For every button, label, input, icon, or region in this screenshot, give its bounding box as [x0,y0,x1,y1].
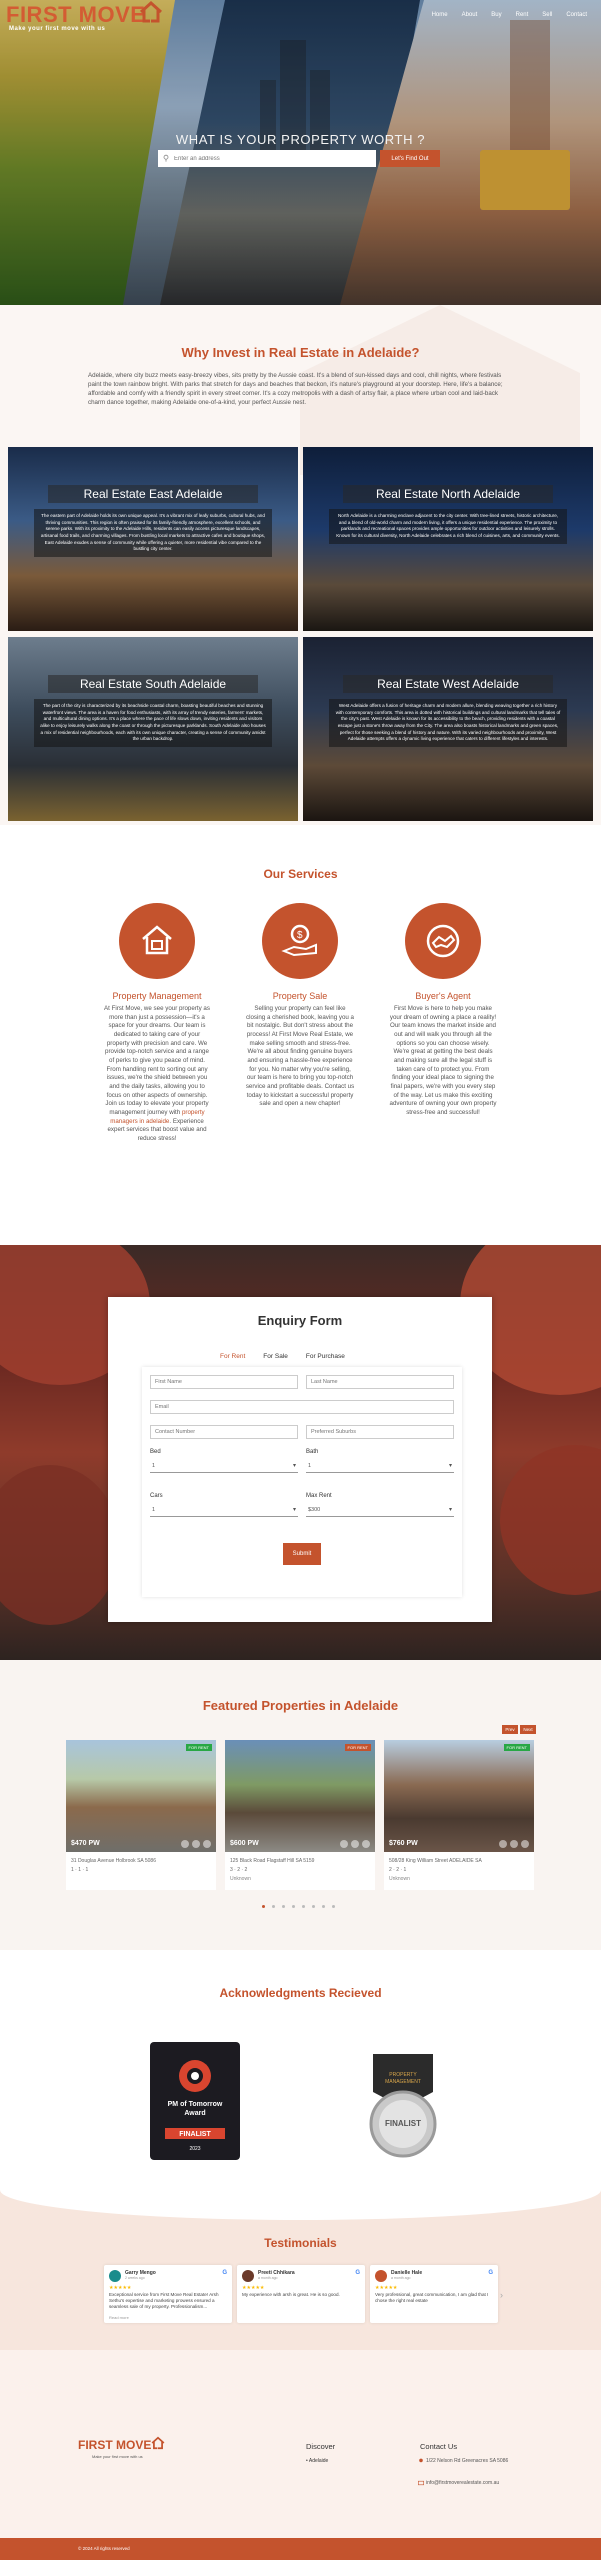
tab-for-rent[interactable]: For Rent [220,1353,246,1360]
property-managers-link[interactable]: property managers in adelaide [110,1109,205,1125]
footer-logo[interactable] [78,2436,151,2459]
region-east-text: The eastern part of Adelaide holds its own unique appeal. It's a vibrant mix of leafy suburbs, cultural hubs, and thriving communities. This region is often praised for its family-friendly atmosphere, excellent schools, and serene parks. With its proximity to the Adelaide Hills, residents can easily access picturesque landscapes, artisanal food trails, and charming villages. From bustling local markets to attractive cafes and boutique shops, East Adelaide exudes a sense of community while offering a quieter, more residential vibe compared to the bustling city center. [34,509,272,557]
google-icon: G [222,2270,227,2276]
first-name-field[interactable] [150,1375,298,1389]
google-icon: G [355,2270,360,2276]
region-south-text: The part of the city is characterized by its beachside coastal charm, boasting beautiful beaches and stunning waterfront views. The area is a haven for food enthusiasts, with its array of trendy eateries, farmers' markets, and multicultural dining options. It's a place where the pace of life slows down, inviting residents and visitors alike to enjoy leisurely walks along the coast or through the picturesque parklands. South Adelaide also houses a mix of residential neighbourhoods, each with its own unique character, creating a sense of community amidst the urban backdrop. [34,699,272,747]
money-hand-icon [262,903,338,979]
svg-text:PM of Tomorrow: PM of Tomorrow [167,2101,223,2108]
footer-tagline: Make your first move with us [92,2454,143,2459]
service-text: At First Move, we see your property as more than just a possession—it's a space for your dreams. Our team is dedicated to taking care of your property with precision and care. We provide top-notch service and a range of perks to give you peace of mind. From handling rent to sorting out any issues, we're the shield between you and the daily tasks, allowing you to focus on other aspects of ownership. Join us today to elevate your property management journey with property managers in adelaide. Experience expert services that boost value and reduce stress! [104,1005,210,1143]
property-card[interactable] [384,1740,534,1890]
address-search-input[interactable] [158,150,376,167]
region-card-north[interactable] [303,447,593,631]
enquiry-title: Enquiry Form [257,1313,343,1328]
copyright-text: © 2024 All rights reserved [78,2546,130,2551]
chevron-down-icon: ▾ [448,1507,452,1513]
nav-home[interactable]: Home [431,12,448,18]
featured-title: Featured Properties in Adelaide [202,1698,399,1713]
tab-for-sale[interactable]: For Sale [263,1353,288,1360]
hero-banner [0,0,601,305]
site-footer [0,2350,601,2538]
footer-email-link[interactable]: info@firstmoverealestate.com.au [426,2480,500,2486]
bed-select[interactable] [150,1459,298,1473]
location-pin-icon [418,2458,424,2464]
carousel-dot[interactable] [332,1905,335,1908]
nav-about[interactable]: About [461,12,478,18]
heart-icon[interactable] [351,1840,359,1848]
handshake-icon [405,903,481,979]
bath-label: Bath [306,1449,319,1455]
property-actions [499,1840,529,1848]
last-name-field[interactable] [306,1375,454,1389]
discover-heading: Discover [306,2442,336,2451]
region-north-text: North Adelaide is a charming enclave adjacent to the city center. With tree-lined streets, historic architecture, and a blend of old-world charm and modern living, it offers a unique residential experience. The proximity to parklands and recreational spaces provides ample opportunities for outdoor activities and leisurely strolls. Known for its cultural diversity, North Adelaide celebrates a rich blend of cuisines, arts, and community events. [329,509,567,544]
star-rating-icon: ★★★★★ [375,2285,398,2291]
contact-heading: Contact Us [420,2442,458,2451]
heart-icon[interactable] [510,1840,518,1848]
star-rating-icon: ★★★★★ [109,2285,132,2291]
property-image [384,1740,534,1852]
pm-of-tomorrow-award [150,2042,240,2160]
house-logo-icon [138,0,164,24]
featured-properties-section [0,1660,601,1950]
nav-buy[interactable]: Buy [491,12,502,18]
footer-address: 1/22 Nelson Rd Greenacres SA 5086 [426,2458,509,2464]
max-rent-select[interactable] [306,1503,454,1517]
property-agent: Unknown [230,1876,251,1882]
footer-link-adelaide[interactable]: • Adelaide [306,2458,329,2464]
why-invest-title: Why Invest in Real Estate in Adelaide? [181,345,420,360]
carousel-dot[interactable] [302,1905,305,1908]
expand-icon[interactable] [499,1840,507,1848]
carousel-dot[interactable] [322,1905,325,1908]
region-north-title: Real Estate North Adelaide [343,485,553,503]
region-south-title: Real Estate South Adelaide [48,675,258,693]
svg-text:2023: 2023 [189,2146,201,2152]
brand-tagline: Make your first move with us [9,26,106,32]
property-address[interactable]: 125 Black Road Flagstaff Hill SA 5159 [230,1858,315,1864]
review-date: a month ago [258,2276,278,2280]
carousel-dot[interactable] [312,1905,315,1908]
status-badge: FOR RENT [345,1744,371,1751]
avatar [375,2270,387,2282]
property-features: 3 · 2 · 2 [230,1867,248,1873]
reviewer-name: Preeti Chhikara [258,2270,295,2276]
property-price: $760 PW [389,1840,418,1847]
services-section [0,825,601,1245]
carousel-dot[interactable] [262,1905,265,1908]
expand-icon[interactable] [340,1840,348,1848]
service-property-sale [245,903,355,1109]
region-east-title: Real Estate East Adelaide [48,485,258,503]
brand-logo-text: FIRST MOVE [6,2,146,27]
region-card-west[interactable] [303,637,593,821]
service-text: Selling your property can feel like closing a cherished book, leaving you a bit nostalgic. But don't stress about the process! At First Move Real Estate, we make selling smooth and stress-free. We're all about finding genuine buyers and ensuring a hassle-free experience for you. No matter why you're selling, our team is here to bring you top-notch service and profitable deals. Contact us today to kickstart a successful property sale and open a new chapter! [245,1005,355,1108]
nav-sell[interactable]: Sell [542,12,553,18]
cars-select[interactable] [150,1503,298,1517]
chevron-right-icon[interactable]: › [500,2290,503,2300]
property-management-icon [119,903,195,979]
bed-label: Bed [150,1449,161,1455]
svg-text:PROPERTY: PROPERTY [389,2072,417,2078]
awards-title: Acknowledgments Recieved [219,1986,382,2000]
property-features: 2 · 2 · 1 [389,1867,407,1873]
review-date: 2 weeks ago [125,2276,145,2280]
property-actions [181,1840,211,1848]
carousel-prev-button[interactable]: Prev [502,1725,518,1734]
svg-text:MANAGEMENT: MANAGEMENT [385,2079,421,2085]
service-buyers-agent [388,903,498,1118]
svg-text:FINALIST: FINALIST [385,2119,421,2128]
services-title: Our Services [263,867,338,881]
property-features: 1 · 1 · 1 [71,1867,89,1873]
service-title: Buyer's Agent [415,991,471,1001]
svg-text:$: $ [297,930,303,941]
property-price: $600 PW [230,1840,259,1847]
chevron-down-icon: ▾ [292,1463,296,1469]
preferred-suburbs-field[interactable] [306,1425,454,1439]
bed-value: 1 [152,1463,156,1469]
property-address[interactable]: 508/28 King William Street ADELAIDE SA [389,1858,482,1864]
house-logo-icon [150,2436,166,2450]
enquiry-form [142,1367,462,1597]
awards-section [0,1950,601,2190]
expand-icon[interactable] [181,1840,189,1848]
section-wave-divider [0,2190,601,2220]
why-invest-section [0,305,601,825]
hero-headline: WHAT IS YOUR PROPERTY WORTH ? [175,132,426,147]
nav-contact[interactable]: Contact [566,12,587,18]
review-text: Very professional, great communication, I am glad that I chose the right real estate [375,2292,489,2304]
tree-foliage [0,1465,120,1625]
nav-rent[interactable]: Rent [515,12,529,18]
property-address[interactable]: 31 Douglas Avenue Holbrook SA 5086 [71,1858,156,1864]
region-west-title: Real Estate West Adelaide [343,675,553,693]
testimonials-section [0,2190,601,2350]
carousel-dot[interactable] [282,1905,285,1908]
carousel-dot[interactable] [292,1905,295,1908]
chevron-down-icon: ▾ [292,1507,296,1513]
service-title: Property Management [112,991,202,1001]
property-management-award [355,2046,451,2164]
property-agent: Unknown [389,1876,410,1882]
avatar [109,2270,121,2282]
copyright-bar [0,2538,601,2560]
carousel-next-button[interactable]: Next [520,1725,536,1734]
property-card[interactable] [66,1740,216,1890]
award-badge-icon [150,2042,240,2160]
plus-icon[interactable] [203,1840,211,1848]
tree-foliage [500,1445,601,1595]
review-text: Exceptional service from First Move Real Estate! Arsh Sethu's expertise and marketing prowess ensured a seamless sale of my property. Professionalism... [109,2292,219,2310]
cars-label: Cars [150,1493,163,1499]
service-property-management [102,903,212,1144]
plus-icon[interactable] [521,1840,529,1848]
cars-value: 1 [152,1507,156,1513]
svg-text:FINALIST: FINALIST [179,2131,211,2138]
region-card-south[interactable] [8,637,298,821]
region-west-text: West Adelaide offers a fusion of heritage charm and modern allure, blending weaving together a rich history with contemporary comforts. This area is dotted with historical buildings and cultural landmarks that tell tales of the city's past. West Adelaide is known for its accessibility to the beach, providing residents with a coastal escape just a stone's throw away from the City. The area also boasts historical landmarks and green spaces, perfect for those seeking a blend of history and nature. With its varied neighbourhoods and proximity, West Adelaide attempts offers a dynamic living experience that caters to different lifestyles and interests. [329,699,567,747]
testimonials-title: Testimonials [264,2236,337,2250]
property-card[interactable] [225,1740,375,1890]
review-date: a month ago [391,2276,411,2280]
avatar [242,2270,254,2282]
property-image [66,1740,216,1852]
heart-icon[interactable] [192,1840,200,1848]
service-title: Property Sale [272,991,328,1001]
max-rent-label: Max Rent [306,1493,332,1499]
email-field[interactable] [150,1400,454,1414]
why-invest-description: Adelaide, where city buzz meets easy-breezy vibes, sits pretty by the Aussie coast. It's a blend of sun-kissed days and cool, chill nights, where festivals paint the town rainbow bright. With parks that stretch for days and beaches that beckon, it's nature's playground at your doorstep. Here, life's a balance; affordable and comfy with a friendly spirit in every street corner. It's a cozy metropolis with a dash of artsy flair, a place where urban cool and laid-back charm dance together, making Adelaide one-of-a-kind, your perfect Aussie nest. [88,372,503,406]
submit-button[interactable]: Submit [283,1543,321,1565]
reviewer-name: Danielle Hale [391,2270,423,2276]
google-icon: G [488,2270,493,2276]
contact-number-field[interactable] [150,1425,298,1439]
testimonial-card [237,2265,365,2323]
service-text: First Move is here to help you make your dream of owning a place a reality! Our team knows the market inside and out and will walk you through all the options so you can choose wisely. We're great at getting the best deals and making sure all the legal stuff is taken care of to protect you. From finding your ideal place to signing the final papers, we're with you every step of the way. Let us make this exciting adventure of owning your own property stress-free and successful! [389,1005,497,1117]
property-actions [340,1840,370,1848]
region-card-east[interactable] [8,447,298,631]
chevron-down-icon: ▾ [448,1463,452,1469]
status-badge: FOR RENT [504,1744,530,1751]
location-pin-icon [162,154,170,162]
brand-logo[interactable] [6,2,145,32]
status-badge: FOR RENT [186,1744,212,1751]
enquiry-section [0,1245,601,1660]
carousel-dot[interactable] [272,1905,275,1908]
testimonial-card [370,2265,498,2323]
property-price: $470 PW [71,1840,100,1847]
tab-for-purchase[interactable]: For Purchase [305,1353,345,1360]
main-nav [432,12,587,18]
star-rating-icon: ★★★★★ [242,2285,265,2291]
svg-text:Award: Award [184,2110,206,2117]
plus-icon[interactable] [362,1840,370,1848]
bath-select[interactable] [306,1459,454,1473]
carousel-dots [262,1905,335,1908]
read-more-link[interactable]: Read more [109,2315,129,2320]
bath-value: 1 [308,1463,312,1469]
property-image [225,1740,375,1852]
reviewer-name: Garry Mengo [125,2270,156,2276]
testimonial-card [104,2265,232,2323]
award-medal-icon [355,2046,451,2164]
find-out-button[interactable]: Let's Find Out [380,150,440,167]
mail-icon [418,2480,424,2486]
footer-logo-text: FIRST MOVE [78,2438,152,2452]
review-text: My experience with arsh is great. He is so good. [242,2292,340,2297]
enquiry-tabs [220,1353,345,1360]
max-rent-value: $300 [308,1507,321,1513]
enquiry-form-card [108,1297,492,1622]
